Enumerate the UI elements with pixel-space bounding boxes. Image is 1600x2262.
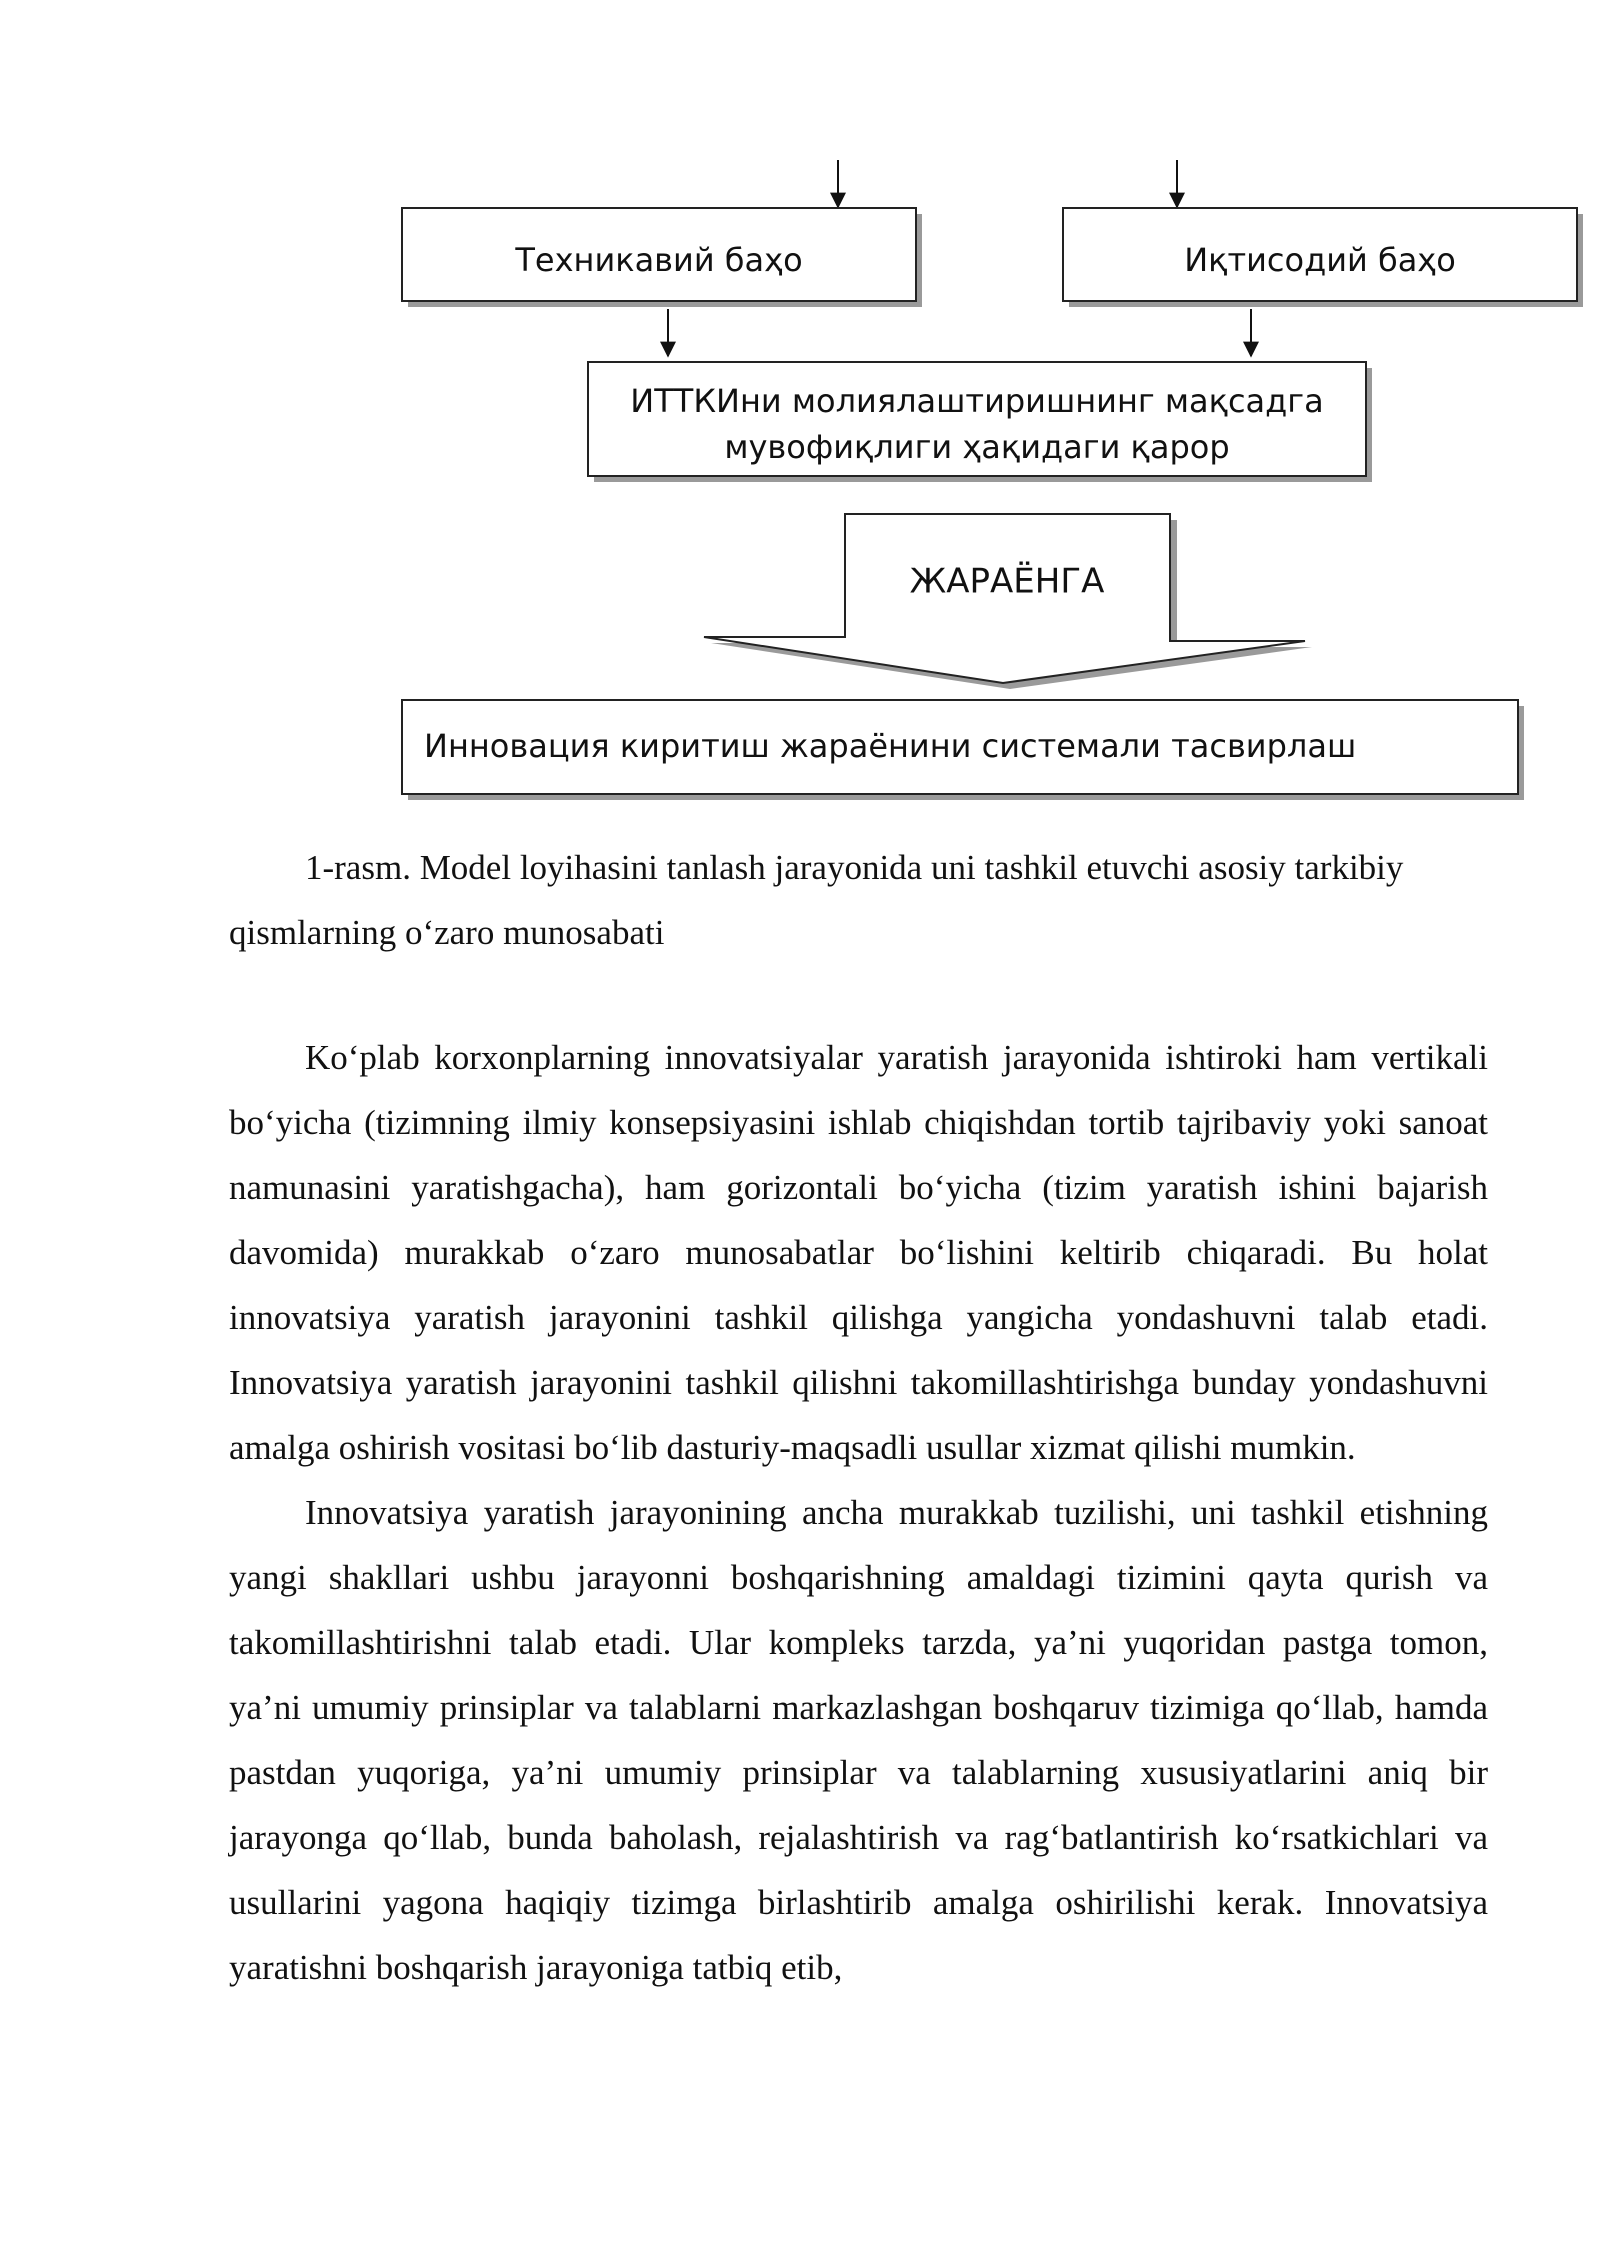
block-arrow-process (704, 514, 1312, 689)
figure-caption: 1-rasm. Model loyihasini tanlash jarayonida uni tashkil etuvchi asosiy tarkibiy qismlarning o‘zaro munosabati (229, 848, 1404, 952)
box-decision-line2: мувофиқлиги ҳақидаги қарор (724, 428, 1230, 466)
box-technical-evaluation (402, 208, 922, 307)
box-innovation-description (402, 700, 1524, 800)
body-text (229, 1025, 1488, 2000)
box-economic-label: Иқтисодий баҳо (1184, 241, 1456, 279)
box-economic-evaluation (1063, 208, 1583, 307)
box-decision-line1: ИТТКИни молиялаштиришнинг мақсадга (630, 382, 1324, 420)
box-innovation-label: Инновация киритиш жараёнини системали тасвирлаш (424, 727, 1357, 765)
box-technical-label: Техникавий баҳо (515, 241, 803, 279)
flow-diagram (0, 0, 1600, 820)
paragraph-1: Ko‘plab korxonplarning innovatsiyalar yaratish jarayonida ishtiroki ham vertikali bo‘yicha (tizimning ilmiy konsepsiyasini ishlab chiqishdan tortib tajribaviy yoki sanoat namunasini yaratishgacha), ham gorizontali bo‘yicha (tizim yaratish ishini bajarish davomida) murakkab o‘zaro munosabatlar bo‘lishini keltirib chiqaradi. Bu holat innovatsiya yaratish jarayonini tashkil qilishga yangicha yondashuvni talab etadi. Innovatsiya yaratish jarayonini tashkil qilishni takomillashtirishga bunday yondashuvni amalga oshirish vositasi bo‘lib dasturiy-maqsadli usullar xizmat qilishi mumkin. (229, 1038, 1488, 1467)
block-arrow-label: ЖАРАЁНГА (909, 561, 1105, 602)
box-funding-decision (588, 362, 1372, 482)
paragraph-2: Innovatsiya yaratish jarayonining ancha murakkab tuzilishi, uni tashkil etishning yangi shakllari ushbu jarayonni boshqarishning amaldagi tizimini qayta qurish va takomillashtirishni talab etadi. Ular kompleks tarzda, ya’ni yuqoridan pastga tomon, ya’ni umumiy prinsiplar va talablarni markazlashgan boshqaruv tizimiga qo‘llab, hamda pastdan yuqoriga, ya’ni umumiy prinsiplar va talablarning xususiyatlarini aniq bir jarayonga qo‘llab, bunda baholash, rejalashtirish va rag‘batlantirish ko‘rsatkichlari va usullarini yagona haqiqiy tizimga birlashtirib amalga oshirilishi kerak. Innovatsiya yaratishni boshqarish jarayoniga tatbiq etib, (229, 1493, 1488, 1987)
